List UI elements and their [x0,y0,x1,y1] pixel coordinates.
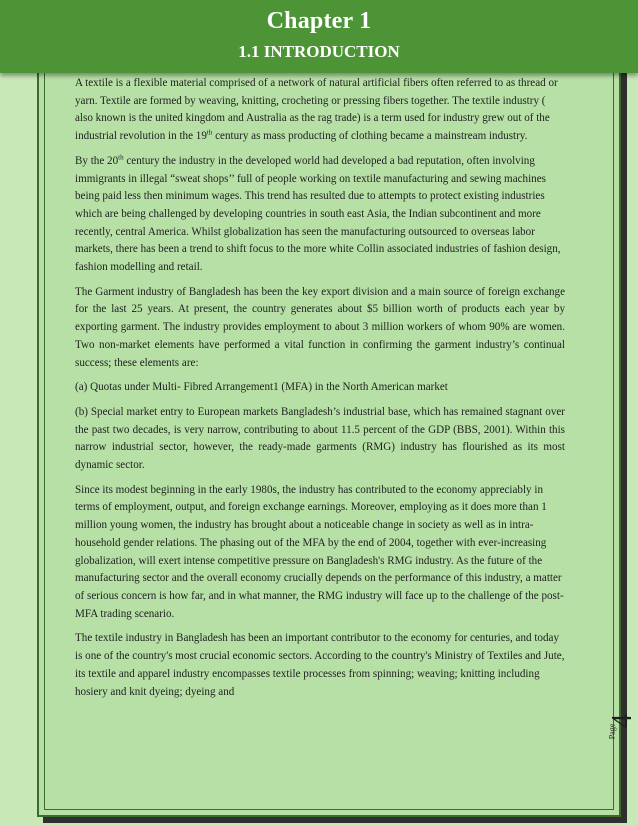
page-number-value: 4 [607,714,638,728]
body-text [75,75,565,708]
chapter-title: Chapter 1 [266,8,372,34]
paragraph-market-entry: (b) Special market entry to European markets Bangladesh’s industrial base, which has remained stagnant over the past two decades, is very narrow, contributing to about 11.5 percent of the GDP (BBS, 2001). Within this narrow industrial sector, however, the ready-made garments (RMG) industry has flourished as its most dynamic sector. [75,405,565,472]
paragraph-textile-bangladesh: The textile industry in Bangladesh has been an important contributor to the economy for centuries, and today is one of the country's most crucial economic sectors. According to the country's Ministry of Textiles and Jute, its textile and apparel industry encompasses textile processes from spinning; weaving; knitting including hosiery and knit dyeing; dyeing and [75,632,565,698]
page-number [607,705,638,745]
paragraph-garment-industry: The Garment industry of Bangladesh has been the key export division and a main source of foreign exchange for the last 25 years. At present, the country generates about $5 billion worth of products each year by exporting garment. The industry provides employment to about 3 million workers of whom 90% are women. Two non-market elements have performed a vital function in confirming the garment industry’s continual success; these elements are: [75,285,565,369]
paragraph-quotas: (a) Quotas under Multi- Fibred Arrangement1 (MFA) in the North American market [75,381,448,394]
paragraph-1980s: Since its modest beginning in the early 1980s, the industry has contributed to the economy appreciably in terms of employment, output, and foreign exchange earnings. Moreover, employing as it does more than 1 million young women, the industry has brought about a noticeable change in society as well as in intra-household gender relations. The phasing out of the MFA by the end of 2004, together with ever-increasing globalization, will exert intense competitive pressure on Bangladesh's RMG industry. As the future of the manufacturing sector and the overall economy crucially depends on the performance of this industry, a matter of serious concern is how far, and in what manner, the RMG industry will face up to the challenge of the post-MFA trading scenario. [75,483,564,620]
page-label: Page [607,723,617,740]
section-title: 1.1 INTRODUCTION [238,42,400,61]
paragraph-20th-century: By the 20th century the industry in the developed world had developed a bad reputation, often involving immigrants in illegal “sweat shops’’ full of people working on textile manufacturing and sewing machines being paid less then minimum wages. This trend has resulted due to attempts to protect existing industries which are being challenged by developing countries in south east Asia, the Indian subcontinent and more recently, central America. Whilst globalization has seen the manufacturing outsourced to overseas labor markets, there has been a trend to shift focus to the more white Collin associated industries of fashion design, fashion modelling and retail. [75,153,561,274]
chapter-header-banner [0,0,638,73]
paragraph-textile-definition: A textile is a flexible material comprised of a network of natural artificial fibers often referred to as thread or yarn. Textile are formed by weaving, knitting, crocheting or pressing fibers together. The textile industry ( also known is the united kingdom and Australia as the rag trade) is a term used for industry grew out of the industrial revolution in the 19th century as mass producting of clothing became a mainstream industry. [75,77,558,143]
